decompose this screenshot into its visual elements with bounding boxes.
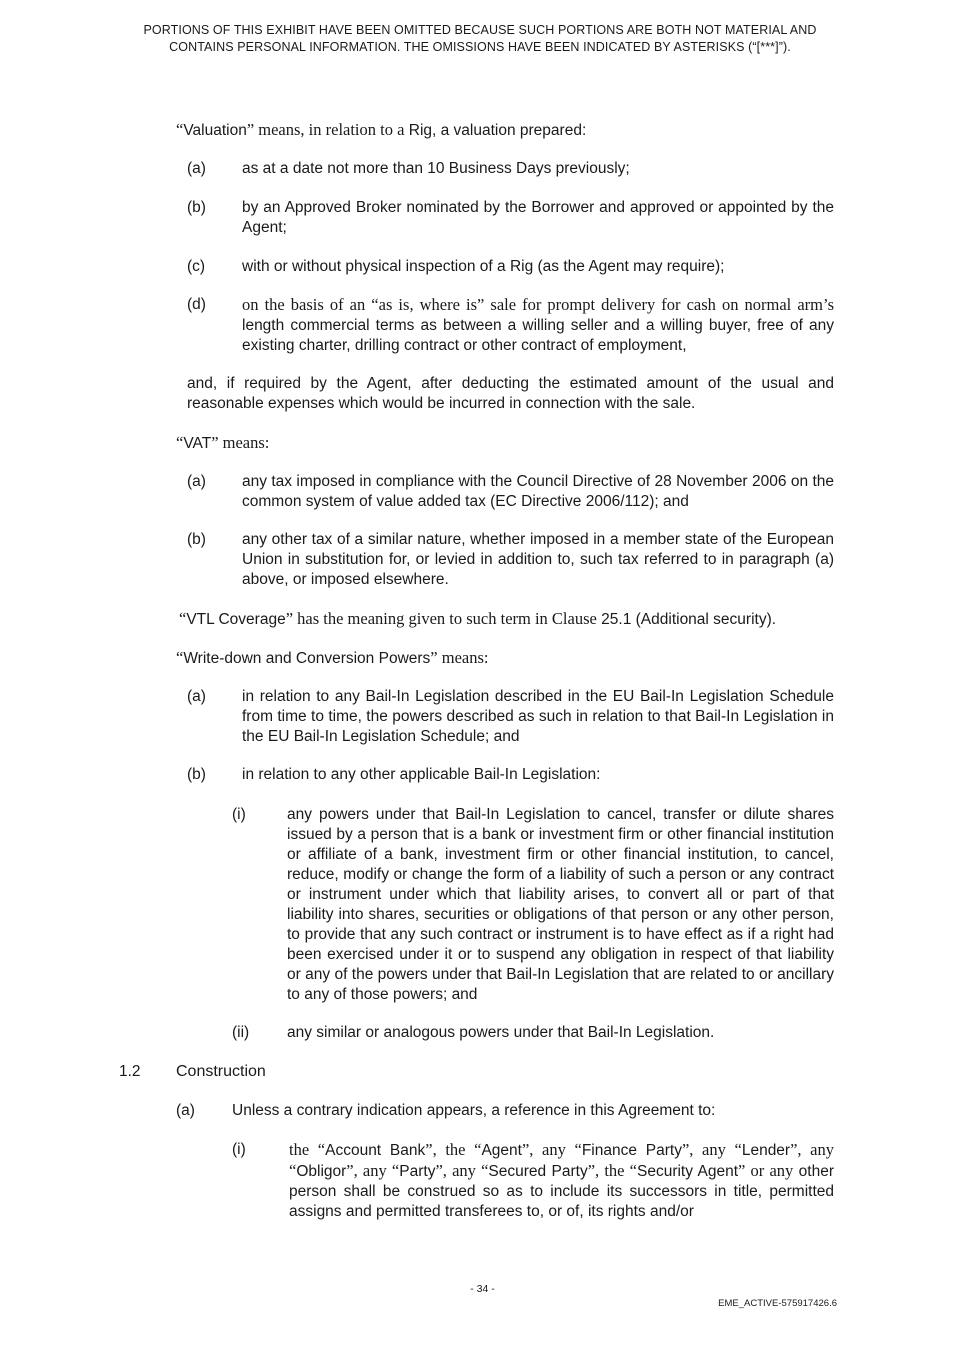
document-reference: EME_ACTIVE-575917426.6 [718,1298,837,1309]
omission-notice-line-2: CONTAINS PERSONAL INFORMATION. THE OMISSIONS HAVE BEEN INDICATED BY ASTERISKS (“[***]”). [169,40,791,54]
definition-term: VTL Coverage [186,611,286,628]
definition-tail: and, if required by the Agent, after deducting the estimated amount of the usual and reasonable expenses which would be incurred in connection with the sale. [187,375,834,412]
term-finance-party: Finance Party [581,1142,682,1159]
list-item: any other tax of a similar nature, whether imposed in a member state of the European Union in substitution for, or levied in addition to, such tax referred to in paragraph (a) above, or imposed elsewhere. [242,531,834,588]
sublist-item: the “Account Bank”, the “Agent”, any “Finance Party”, any “Lender”, any “Obligor”, any “Party”, any “Secured Party”, the “Security Agent” or any other person shall be construed so as to include its successors in title, permitted assigns and permitted transferees to, or of, its rights and/or [289,1140,834,1220]
term-security-agent: Security Agent [637,1163,739,1180]
list-item: by an Approved Broker nominated by the Borrower and approved or appointed by the Agent; [242,199,834,236]
definition-write-down: “Write-down and Conversion Powers” means: [176,648,489,667]
list-item: with or without physical inspection of a Rig (as the Agent may require); [242,258,725,275]
term-account-bank: Account Bank [325,1142,426,1159]
term-secured-party: Secured Party [488,1163,588,1180]
term-agent: Agent [481,1142,522,1159]
omission-notice [100,22,860,56]
list-item: in relation to any other applicable Bail-In Legislation: [242,766,601,783]
list-item: any tax imposed in compliance with the Council Directive of 28 November 2006 on the common system of value added tax (EC Directive 2006/112); and [242,473,834,510]
term-obligor: Obligor [296,1163,347,1180]
list-label: (a) [187,688,206,705]
sublist-item: any similar or analogous powers under that Bail-In Legislation. [287,1024,715,1041]
sublist-label: (i) [232,1141,246,1158]
list-label: (d) [187,296,206,313]
list-label: (b) [187,199,206,216]
sublist-item: any powers under that Bail-In Legislation to cancel, transfer or dilute shares issued by a person that is a bank or investment firm or other financial institution or affiliate of a bank, investment firm or other financial institution, to cancel, reduce, modify or change the form of a liability of such a person or any contract or instrument under which that liability arises, to convert all or part of that liability into shares, securities or obligations of that person or any other person, to provide that any such contract or instrument is to have effect as if a right had been exercised under it or to suspend any obligation in respect of that liability or any of the powers under that Bail-In Legislation that are related to or ancillary to any of those powers; and [287,806,834,1003]
list-label: (b) [187,766,206,783]
definition-term: VAT [183,435,212,452]
definition-vtl-coverage: “VTL Coverage” has the meaning given to such term in Clause 25.1 (Additional security). [179,609,777,628]
list-item: on the basis of an “as is, where is” sale for prompt delivery for cash on normal arm’s length commercial terms as between a willing seller and a willing buyer, free of any existing charter, drilling contract or other contract of employment, [242,295,834,354]
omission-notice-line-1: PORTIONS OF THIS EXHIBIT HAVE BEEN OMITTED BECAUSE SUCH PORTIONS ARE BOTH NOT MATERIAL AND [143,23,817,37]
sublist-label: (ii) [232,1024,250,1041]
sublist-label: (i) [232,806,246,823]
section-heading: Construction [176,1063,266,1080]
definition-term: Write-down and Conversion Powers [183,650,431,667]
page-number: - 34 - [470,1283,495,1295]
list-label: (a) [187,160,206,177]
term-lender: Lender [741,1142,791,1159]
definition-valuation: “Valuation” means, in relation to a Rig, a valuation prepared: [176,120,587,139]
list-label: (c) [187,258,206,275]
list-item: Unless a contrary indication appears, a reference in this Agreement to: [232,1102,716,1119]
list-item: in relation to any Bail-In Legislation described in the EU Bail-In Legislation Schedule from time to time, the powers described as such in relation to that Bail-In Legislation in the EU Bail-In Legislation Schedule; and [242,688,834,745]
list-item: as at a date not more than 10 Business Days previously; [242,160,630,177]
list-label: (a) [176,1102,195,1119]
term-party: Party [399,1163,436,1180]
section-number: 1.2 [119,1063,141,1080]
list-label: (a) [187,473,206,490]
definition-term: Valuation [183,122,247,139]
list-label: (b) [187,531,206,548]
definition-vat: “VAT” means: [176,433,270,452]
